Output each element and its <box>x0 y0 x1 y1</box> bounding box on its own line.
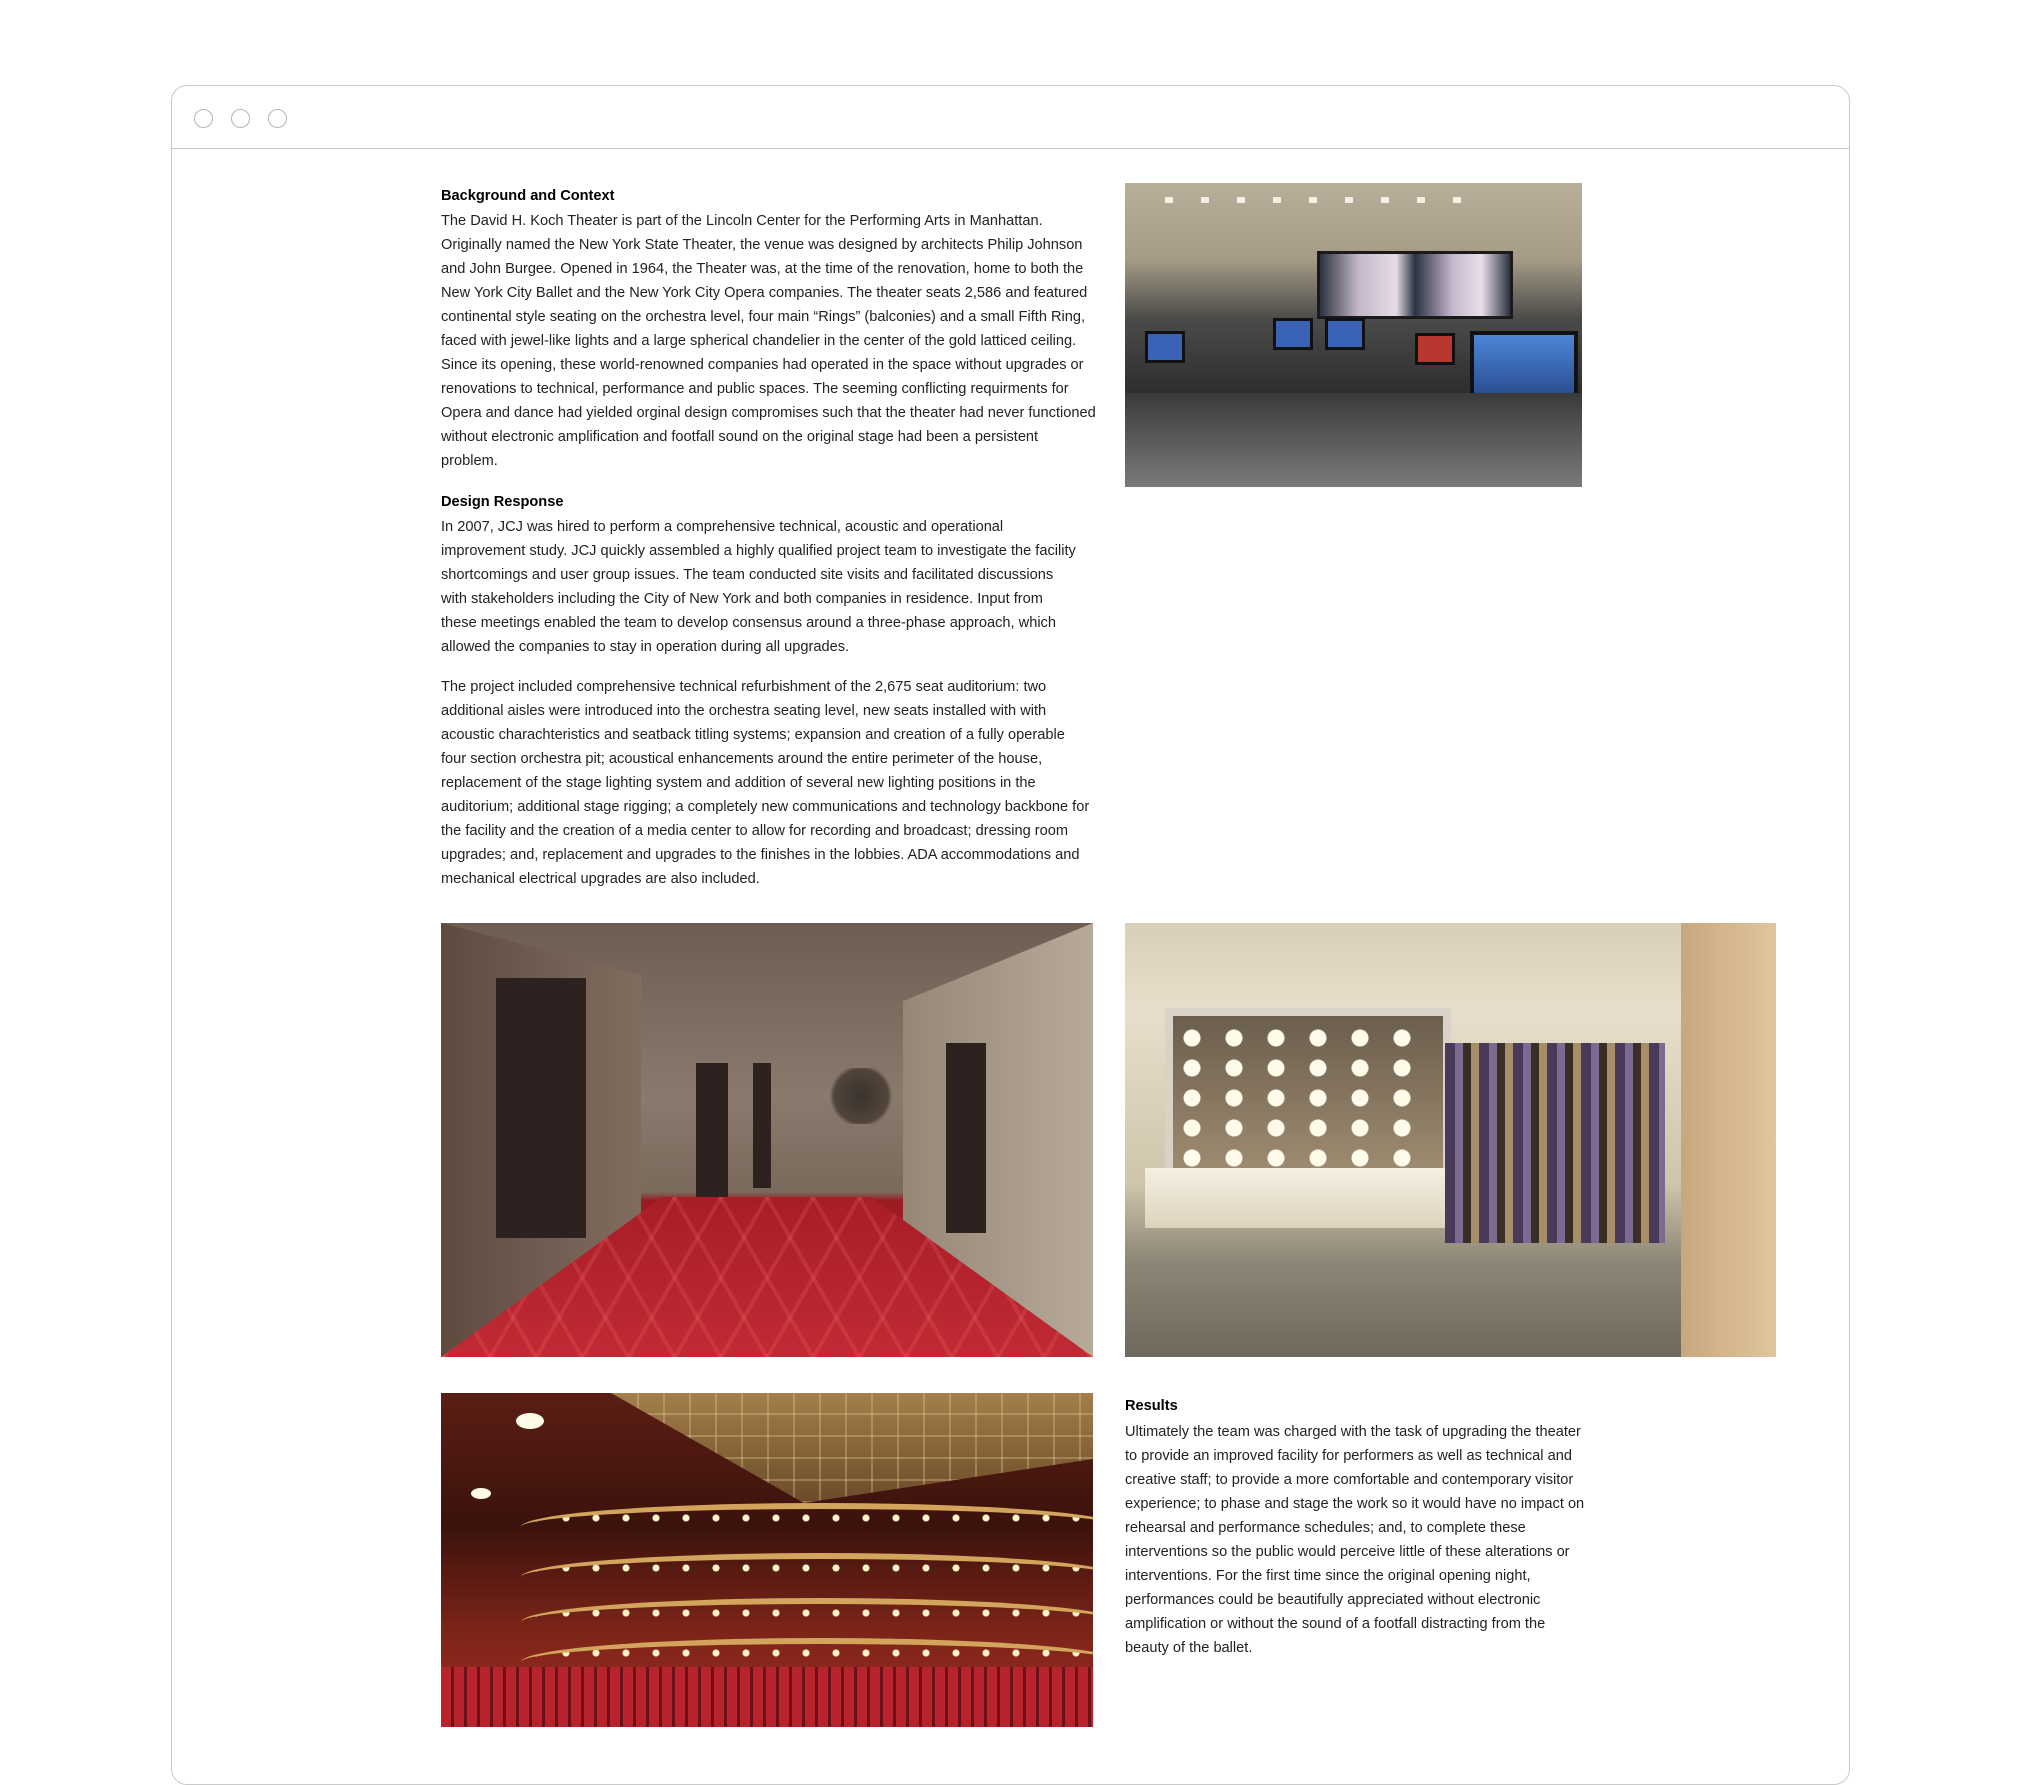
lobby-corridor-photo <box>441 923 1093 1357</box>
design-response-body-1: In 2007, JCJ was hired to perform a comprehensive technical, acoustic and operational improvement study. JCJ quickly assembled a highly qualified project team to investigate the facility shortcomings and user group issues. The team conducted site visits and facilitated discussions with stakeholders including the City of New York and both companies in residence. Input from these meetings enabled the team to develop consensus around a three-phase approach, which allowed the companies to stay in operation during all upgrades. <box>441 519 1076 655</box>
design-response-heading: Design Response <box>441 494 564 510</box>
media-control-room-photo <box>1125 183 1582 487</box>
dressing-room-photo <box>1125 923 1776 1357</box>
close-window-button[interactable] <box>194 109 213 128</box>
window-titlebar <box>172 86 1849 149</box>
auditorium-photo <box>441 1393 1093 1727</box>
design-response-body-2: The project included comprehensive technical refurbishment of the 2,675 seat auditorium: two additional aisles were introduced into the orchestra seating level, new seats installed with with acoustic charachteristics and seatback titling systems; expansion and creation of a fully operable four section orchestra pit; acoustical enhancements around the entire perimeter of the house, replacement of the stage lighting system and addition of several new lighting positions in the auditorium; additional stage rigging; a completely new communications and technology backbone for the facility and the creation of a media center to allow for recording and broadcast; dressing room upgrades; and, replacement and upgrades to the finishes in the lobbies. ADA accommodations and mechanical electrical upgrades are also included. <box>441 679 1090 887</box>
results-body: Ultimately the team was charged with the task of upgrading the theater to provide an improved facility for performers as well as technical and creative staff; to provide a more comfortable and contemporary visitor experience; to phase and stage the work so it would have no impact on rehearsal and performance schedules; and, to complete these interventions so the public would perceive little of these alterations or interventions. For the first time since the original opening night, performances could be beautifully appreciated without electronic amplification or without the sound of a footfall distracting from the beauty of the ballet. <box>1125 1424 1585 1656</box>
maximize-window-button[interactable] <box>268 109 287 128</box>
results-heading: Results <box>1125 1398 1178 1414</box>
background-heading: Background and Context <box>441 188 615 204</box>
minimize-window-button[interactable] <box>231 109 250 128</box>
background-body: The David H. Koch Theater is part of the Lincoln Center for the Performing Arts in Manhattan. Originally named the New York State Theater, the venue was designed by architects Philip Johnson and John Burgee. Opened in 1964, the Theater was, at the time of the renovation, home to both the New York City Ballet and the New York City Opera companies. The theater seats 2,586 and featured continental style seating on the orchestra level, four main “Rings” (balconies) and a small Fifth Ring, faced with jewel-like lights and a large spherical chandelier in the center of the gold latticed ceiling. Since its opening, these world-renowned companies had operated in the space without upgrades or renovations to technical, performance and public spaces. The seeming conflicting requirments for Opera and dance had yielded orginal design compromises such that the theater had never functioned without electronic amplification and footfall sound on the original stage had been a persistent problem. <box>441 213 1096 469</box>
